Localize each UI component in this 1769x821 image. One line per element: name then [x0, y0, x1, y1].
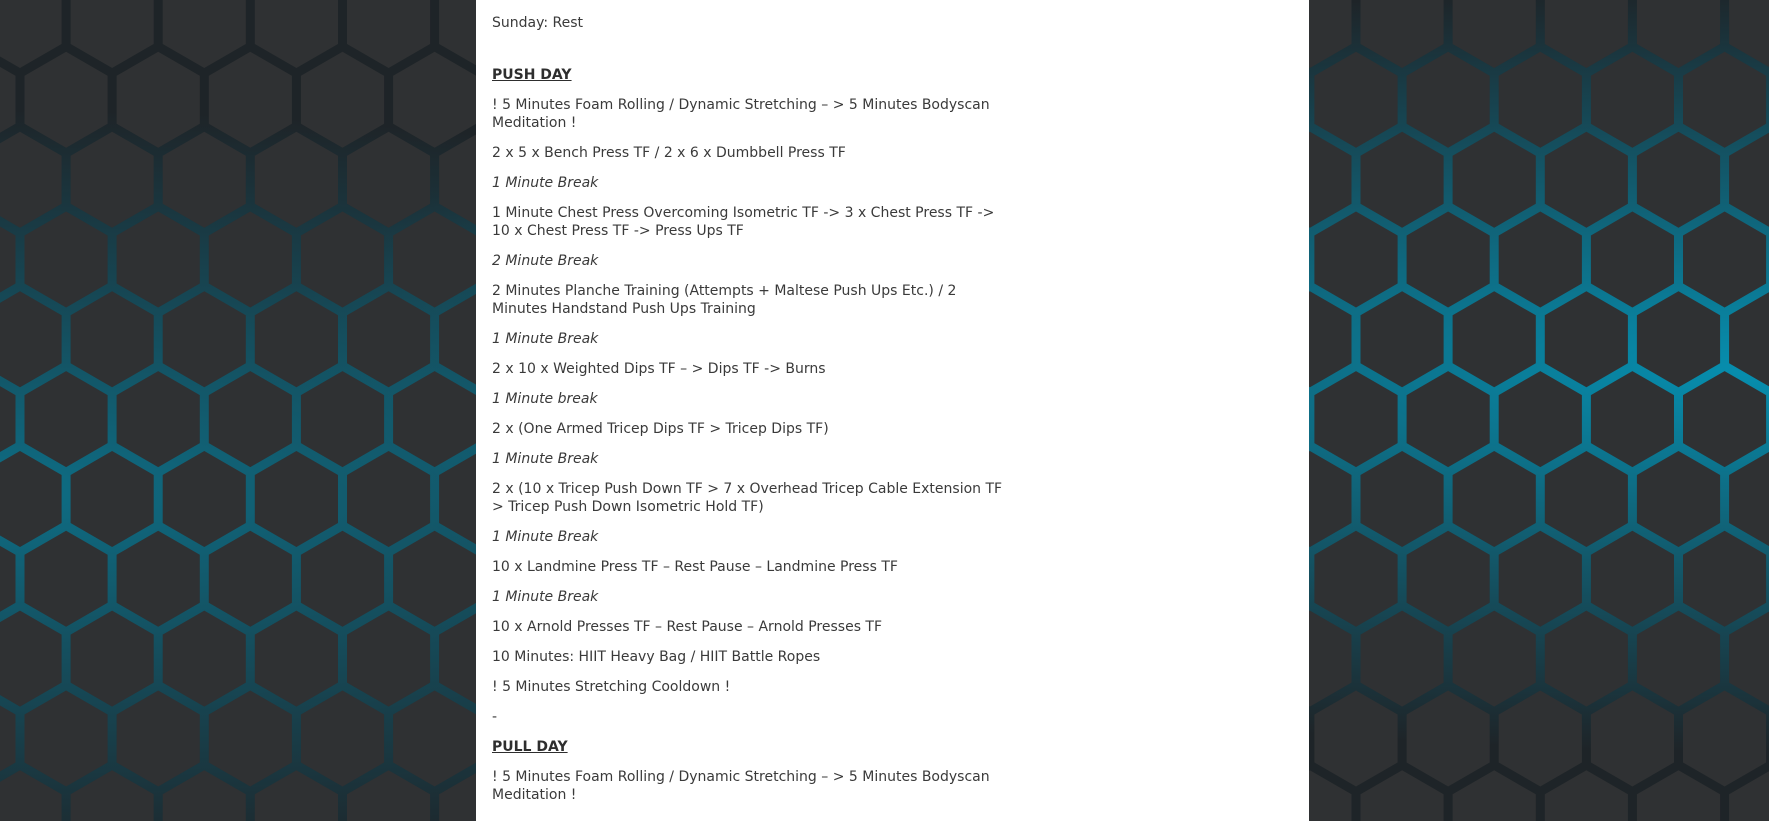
hexagon-tile — [1453, 132, 1536, 228]
hexagon-tile — [1683, 52, 1766, 148]
break-note: 2 Minute Break — [492, 253, 599, 269]
exercise-line: 1 Minute Chest Press Overcoming Isometric TF -> 3 x Chest Press TF -> 10 x Chest Press TF -> Press Ups TF — [492, 205, 995, 239]
hexagon-tile — [301, 52, 384, 148]
hexagon-tile — [1683, 531, 1766, 627]
hexagon-tile — [1314, 371, 1397, 467]
hexagon-tile — [209, 691, 292, 787]
hexagon-tile — [1407, 212, 1490, 308]
section-separator: - — [492, 709, 498, 725]
hexagon-tile — [1361, 132, 1444, 228]
hexagon-tile — [1499, 212, 1582, 308]
hexagon-tile — [163, 611, 246, 707]
exercise-line: 2 x 10 x Weighted Dips TF – > Dips TF -> Burns — [492, 361, 826, 377]
hexagon-tile — [1314, 212, 1397, 308]
hexagon-tile — [1361, 0, 1444, 68]
hexagon-tile — [71, 451, 154, 547]
hexagon-tile — [0, 212, 16, 308]
hexagon-tile — [117, 691, 200, 787]
hexagon-tile — [71, 770, 154, 821]
hexagon-tile — [1499, 52, 1582, 148]
hexagon-tile — [1499, 371, 1582, 467]
hexagon-tile — [1637, 770, 1720, 821]
hexagon-tile — [301, 212, 384, 308]
exercise-line: 2 Minutes Planche Training (Attempts + Maltese Push Ups Etc.) / 2 Minutes Handstand Push Ups Training — [492, 283, 957, 317]
hexagon-tile — [347, 132, 430, 228]
hexagon-tile — [255, 0, 338, 68]
hexagon-tile — [393, 52, 476, 148]
hexagon-tile — [1591, 371, 1674, 467]
hexagon-tile — [209, 371, 292, 467]
exercise-line: ! 5 Minutes Foam Rolling / Dynamic Stretching – > 5 Minutes Bodyscan Meditation ! — [492, 97, 990, 131]
hexagon-tile — [209, 212, 292, 308]
hexagon-tile — [25, 371, 108, 467]
schedule-saturday — [492, 0, 1012, 2]
hexagon-tile — [393, 371, 476, 467]
hexagon-tile — [255, 132, 338, 228]
hexagon-tile — [301, 531, 384, 627]
hexagon-tile — [393, 212, 476, 308]
hexagon-tile — [25, 52, 108, 148]
hexagon-tile — [301, 691, 384, 787]
hexagon-tile — [117, 212, 200, 308]
hexagon-tile — [71, 291, 154, 387]
hexagon-tile — [255, 770, 338, 821]
hexagon-tile — [393, 531, 476, 627]
hexagon-tile — [1361, 451, 1444, 547]
pull-day-heading: PULL DAY — [492, 739, 568, 755]
hexagon-tile — [0, 52, 16, 148]
hexagon-tile — [347, 291, 430, 387]
hexagon-tile — [1453, 770, 1536, 821]
hexagon-tile — [1314, 531, 1397, 627]
hexagon-tile — [209, 52, 292, 148]
hexagon-tile — [1407, 691, 1490, 787]
hexagon-tile — [1407, 52, 1490, 148]
hexagon-tile — [347, 451, 430, 547]
hexagon-tile — [1637, 291, 1720, 387]
spacer — [492, 44, 1012, 66]
exercise-line: 2 x (One Armed Tricep Dips TF > Tricep Dips TF) — [492, 421, 829, 437]
hexagon-tile — [1683, 691, 1766, 787]
hexagon-tile — [347, 611, 430, 707]
exercise-line: 2 x (10 x Tricep Push Down TF > 7 x Overhead Tricep Cable Extension TF > Tricep Push Down Isometric Hold TF) — [492, 481, 1003, 515]
hexagon-tile — [1591, 531, 1674, 627]
hexagon-tile — [1729, 0, 1769, 68]
exercise-line: ! 5 Minutes Foam Rolling / Dynamic Stretching – > 5 Minutes Bodyscan Meditation ! — [492, 769, 990, 803]
hexagon-tile — [1407, 371, 1490, 467]
hexagon-tile — [71, 132, 154, 228]
hexagon-tile — [347, 0, 430, 68]
hexagon-tile — [163, 291, 246, 387]
hexagon-tile — [1314, 52, 1397, 148]
hexagon-tile — [1591, 52, 1674, 148]
hexagon-tile — [1591, 691, 1674, 787]
hexagon-tile — [1637, 0, 1720, 68]
hexagon-tile — [1729, 291, 1769, 387]
hexagon-tile — [1545, 611, 1628, 707]
hexagon-tile — [1499, 691, 1582, 787]
hexagon-tile — [0, 132, 62, 228]
hexagon-tile — [0, 291, 62, 387]
push-day-heading: PUSH DAY — [492, 67, 572, 83]
push-day-list — [492, 96, 1012, 696]
hexagon-tile — [163, 770, 246, 821]
hexagon-tile — [255, 291, 338, 387]
exercise-line: 10 x Landmine Press TF – Rest Pause – Landmine Press TF — [492, 559, 898, 575]
hexagon-tile — [71, 611, 154, 707]
hexagon-tile — [347, 770, 430, 821]
hexagon-tile — [1314, 691, 1397, 787]
hexagon-tile — [117, 531, 200, 627]
hexagon-tile — [393, 691, 476, 787]
exercise-line: ! 5 Minutes Stretching Cooldown ! — [492, 679, 731, 695]
hexagon-tile — [1545, 291, 1628, 387]
hexagon-tile — [163, 132, 246, 228]
hexagon-tile — [1729, 451, 1769, 547]
hexagon-tile — [1453, 451, 1536, 547]
hexagon-tile — [1499, 531, 1582, 627]
pull-day-list — [492, 768, 1012, 804]
hexagon-tile — [1361, 770, 1444, 821]
hexagon-tile — [1453, 291, 1536, 387]
hexagon-tile — [1729, 132, 1769, 228]
hexagon-tile — [0, 451, 62, 547]
hexagon-tile — [0, 611, 62, 707]
hexagon-tile — [25, 212, 108, 308]
break-note: 1 Minute Break — [492, 451, 599, 467]
hexagon-tile — [163, 451, 246, 547]
exercise-line: 2 x 5 x Bench Press TF / 2 x 6 x Dumbbell Press TF — [492, 145, 846, 161]
hexagon-tile — [1361, 611, 1444, 707]
hexagon-tile — [117, 371, 200, 467]
hexagon-tile — [1729, 611, 1769, 707]
hexagon-tile — [1453, 611, 1536, 707]
hexagon-tile — [1545, 132, 1628, 228]
hexagon-tile — [163, 0, 246, 68]
break-note: 1 Minute Break — [492, 529, 599, 545]
hexagon-tile — [0, 371, 16, 467]
article-body — [492, 0, 1012, 816]
content-panel — [476, 0, 1309, 821]
break-note: 1 Minute Break — [492, 589, 599, 605]
hexagon-tile — [1683, 371, 1766, 467]
hexagon-tile — [255, 611, 338, 707]
hexagon-tile — [71, 0, 154, 68]
hexagon-tile — [1637, 132, 1720, 228]
hexagon-tile — [25, 691, 108, 787]
break-note: 1 Minute Break — [492, 331, 599, 347]
schedule-sunday: Sunday: Rest — [492, 15, 584, 31]
hexagon-tile — [1407, 531, 1490, 627]
hexagon-tile — [0, 0, 62, 68]
break-note: 1 Minute Break — [492, 175, 599, 191]
hexagon-tile — [1361, 291, 1444, 387]
exercise-line: 10 Minutes: HIIT Heavy Bag / HIIT Battle Ropes — [492, 649, 821, 665]
hexagon-tile — [1453, 0, 1536, 68]
break-note: 1 Minute break — [492, 391, 598, 407]
hexagon-tile — [1637, 451, 1720, 547]
hexagon-tile — [0, 531, 16, 627]
hexagon-tile — [1545, 0, 1628, 68]
hexagon-tile — [1545, 451, 1628, 547]
hexagon-tile — [255, 451, 338, 547]
hexagon-tile — [25, 531, 108, 627]
hexagon-tile — [301, 371, 384, 467]
hexagon-tile — [1591, 212, 1674, 308]
hexagon-tile — [1637, 611, 1720, 707]
hexagon-tile — [117, 52, 200, 148]
hexagon-tile — [1683, 212, 1766, 308]
hexagon-tile — [209, 531, 292, 627]
hexagon-tile — [1545, 770, 1628, 821]
hexagon-tile — [0, 691, 16, 787]
exercise-line: 10 x Arnold Presses TF – Rest Pause – Arnold Presses TF — [492, 619, 883, 635]
